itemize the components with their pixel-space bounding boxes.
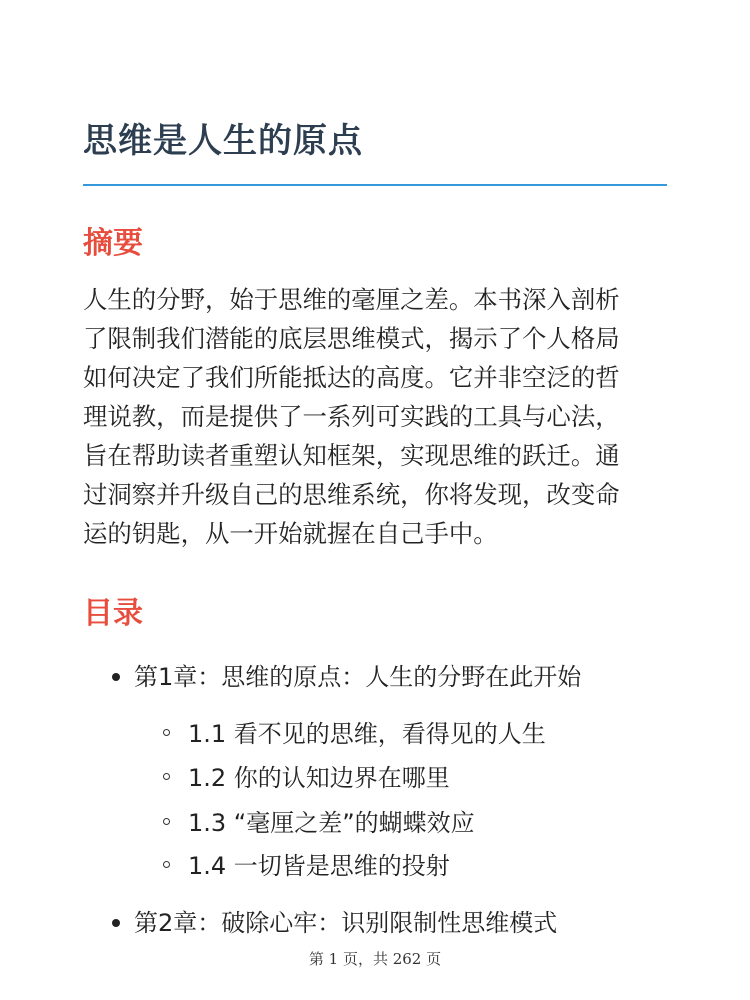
bullet-circle-icon xyxy=(163,773,170,780)
toc-section-label: 1.2 你的认知边界在哪里 xyxy=(188,764,450,792)
abstract-line: 理说教，而是提供了一系列可实践的工具与心法， xyxy=(83,402,620,431)
toc-chapter-2[interactable] xyxy=(134,908,557,938)
toc-heading: 目录 xyxy=(83,596,143,631)
toc-section-label: 1.4 一切皆是思维的投射 xyxy=(188,852,450,880)
abstract-line: 过洞察并升级自己的思维系统，你将发现，改变命 xyxy=(83,480,620,509)
page-number: 第 1 页，共 262 页 xyxy=(308,950,442,968)
toc-section-label: 1.1 看不见的思维，看得见的人生 xyxy=(188,720,546,748)
toc-section-1-4[interactable] xyxy=(188,851,450,881)
toc-section-1-2[interactable] xyxy=(188,763,450,793)
toc-section-1-3[interactable] xyxy=(188,808,475,838)
page-title: 思维是人生的原点 xyxy=(83,121,363,161)
toc-chapter-label: 第2章：破除心牢：识别限制性思维模式 xyxy=(134,909,558,937)
abstract-line: 如何决定了我们所能抵达的高度。它并非空泛的哲 xyxy=(83,363,620,392)
abstract-heading: 摘要 xyxy=(83,226,143,261)
abstract-line: 运的钥匙，从一开始就握在自己手中。 xyxy=(83,519,498,548)
toc-section-1-1[interactable] xyxy=(188,719,546,749)
bullet-dot-icon xyxy=(112,919,120,927)
abstract-paragraph xyxy=(83,280,673,553)
bullet-circle-icon xyxy=(163,729,170,736)
abstract-line: 人生的分野，始于思维的毫厘之差。本书深入剖析 xyxy=(83,285,620,314)
toc-chapter-label: 第1章：思维的原点：人生的分野在此开始 xyxy=(134,663,582,691)
toc-chapter-1[interactable] xyxy=(134,662,581,692)
bullet-dot-icon xyxy=(112,673,120,681)
toc-section-label: 1.3 “毫厘之差”的蝴蝶效应 xyxy=(188,809,475,837)
abstract-line: 旨在帮助读者重塑认知框架，实现思维的跃迁。通 xyxy=(83,441,620,470)
title-divider xyxy=(83,184,667,186)
bullet-circle-icon xyxy=(163,818,170,825)
abstract-line: 了限制我们潜能的底层思维模式，揭示了个人格局 xyxy=(83,324,620,353)
bullet-circle-icon xyxy=(163,861,170,868)
